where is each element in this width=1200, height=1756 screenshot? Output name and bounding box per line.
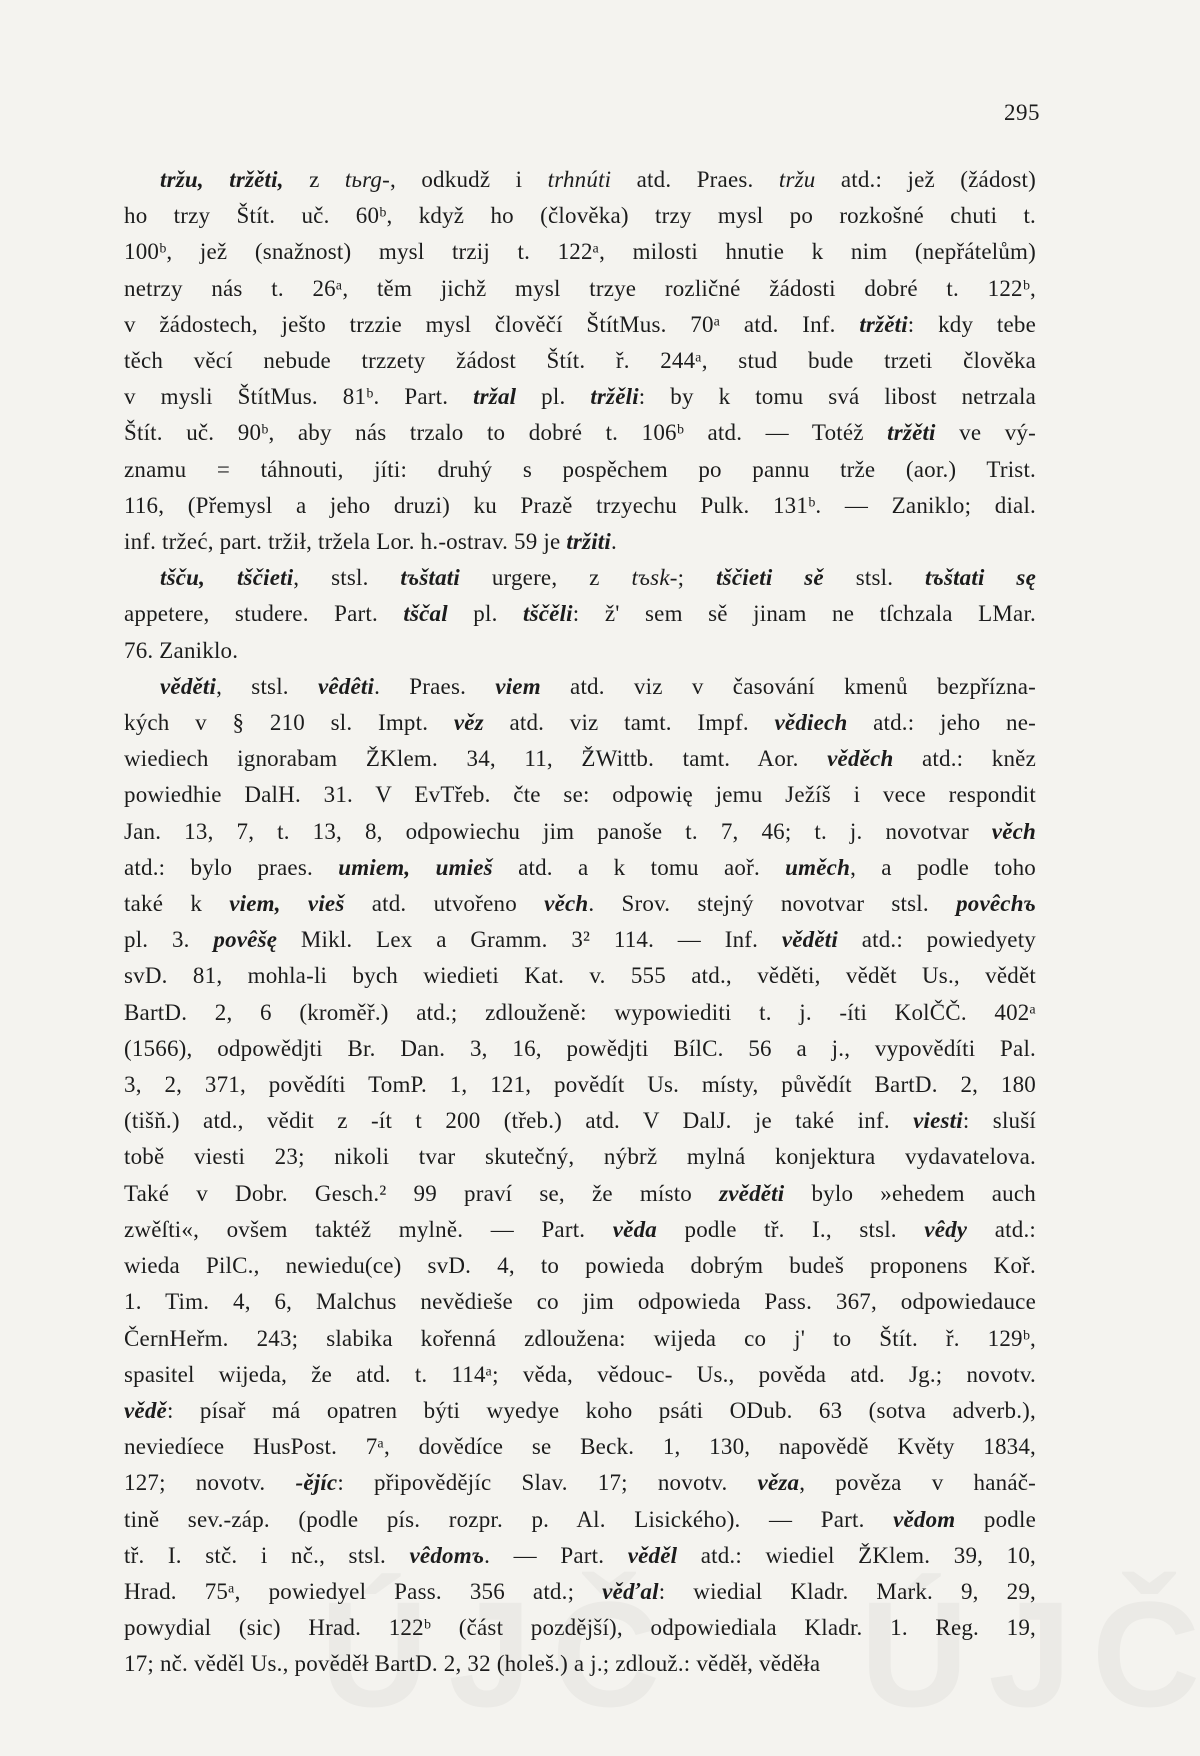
text-segment: bylo »ehedem auch (784, 1180, 1036, 1206)
headword: vêdy (924, 1216, 968, 1242)
text-segment: powiedhie DalH. 31. V EvTřeb. čte se: odpowię jemu Ježíš i vece respondit (124, 782, 1036, 808)
headword: vêdêti (317, 673, 375, 699)
headword: vêdomъ (409, 1542, 485, 1568)
text-segment: pl. (447, 601, 524, 627)
text-segment: urgere, z (459, 565, 632, 591)
text-segment: atd. viz v časování kmenů bezpřízna- (540, 673, 1036, 699)
text-line (124, 850, 1036, 886)
headword: věďal (602, 1578, 659, 1604)
text-segment: atd. a k tomu aoř. (492, 854, 786, 880)
headword: umiem, umieš (338, 854, 493, 880)
text-segment: (tišň.) atd., vědit z -ít t 200 (třeb.) atd. V DalJ. je také inf. (124, 1108, 914, 1134)
text-segment: 116, (Přemysl a jeho druzi) ku Prazě trzyechu Pulk. 131ᵇ. — Zaniklo; dial. (124, 492, 1036, 518)
text-segment: wiediech ignorabam ŽKlem. 34, 11, ŽWittb. tamt. Aor. (124, 746, 828, 772)
text-line (124, 705, 1036, 741)
headword: věděl (627, 1542, 678, 1568)
headword: věda (612, 1216, 657, 1242)
text-segment: Mikl. Lex a Gramm. 3² 114. — Inf. (277, 927, 782, 953)
text-line (124, 886, 1036, 922)
text-segment: tobě viesti 23; nikoli tvar skutečný, nýbrž mylná konjektura vydavatelova. (124, 1144, 1036, 1170)
headword: povêchъ (956, 891, 1036, 917)
watermark-text (860, 1570, 1200, 1738)
italic-form: tъsk- (631, 565, 678, 591)
text-line (124, 1176, 1036, 1212)
text-segment: . Praes. (374, 673, 496, 699)
text-segment: : sluší (962, 1108, 1036, 1134)
text-line (124, 271, 1036, 307)
headword: věděch (827, 746, 894, 772)
text-line (124, 488, 1036, 524)
text-segment: tině sev.-záp. (podle pís. rozpr. p. Al. Lisického). — Part. (124, 1506, 894, 1532)
italic-form: tьrg- (344, 167, 390, 192)
text-segment: atd.: powiedyety (837, 927, 1036, 953)
text-segment: v žádostech, ješto trzzie mysl člověčí ŠtítMus. 70ᵃ atd. Inf. (124, 311, 860, 337)
headword: povêšę (213, 927, 278, 953)
headword: viem (495, 673, 541, 699)
headword: vědom (893, 1506, 956, 1532)
text-segment: , stsl. (216, 673, 318, 699)
text-line (124, 1284, 1036, 1320)
text-line (124, 415, 1036, 451)
headword: tržu, tržěti, (160, 167, 284, 192)
text-segment: inf. tržeć, part. tržił, tržela Lor. h.-ostrav. 59 je (124, 529, 567, 555)
text-line (124, 524, 1036, 560)
text-segment: wieda PilC., newiedu(ce) svD. 4, to powieda dobrým budeš proponens Koř. (124, 1253, 1036, 1279)
text-segment: : kdy tebe (907, 311, 1036, 337)
text-line (124, 633, 1036, 669)
text-segment: atd.: wiediel ŽKlem. 39, 10, (677, 1542, 1036, 1568)
headword: vědiech (774, 710, 848, 736)
headword: viem, vieš (229, 891, 345, 917)
text-segment: ČernHeřm. 243; slabika kořenná zdloužena: wijeda co j' to Štít. ř. 129ᵇ, (124, 1325, 1036, 1351)
headword: tržiti (566, 529, 611, 555)
text-segment: pl. 3. (124, 927, 214, 953)
text-segment: : by k tomu svá libost netrzala (638, 384, 1036, 410)
text-segment: Štít. uč. 90ᵇ, aby nás trzalo to dobré t. 106ᵇ atd. — Totéž (124, 420, 888, 446)
text-segment: Hrad. 75ᵃ, powiedyel Pass. 356 atd.; (124, 1578, 603, 1604)
text-line (124, 1031, 1036, 1067)
italic-form: tržu (778, 167, 816, 192)
text-line (124, 669, 1036, 705)
text-line (124, 198, 1036, 234)
headword: tščieti sě (716, 565, 824, 591)
text-segment: neviedíece HusPost. 7ᵃ, dovědíce se Beck. 1, 130, napovědě Květy 1834, (124, 1434, 1036, 1460)
headword: uměch (785, 854, 851, 880)
text-line (124, 1067, 1036, 1103)
headword: věch (544, 891, 589, 917)
text-line (124, 307, 1036, 343)
text-segment: 76. Zaniklo. (124, 637, 239, 663)
text-line (124, 1357, 1036, 1393)
text-segment: 100ᵇ, jež (snažnost) mysl trzij t. 122ᵃ, milosti hnutie k nim (nepřátelům) (124, 239, 1036, 265)
text-segment: atd.: jež (žádost) (815, 167, 1036, 192)
text-line (124, 1139, 1036, 1175)
text-segment: netrzy nás t. 26ᵃ, těm jichž mysl trzye rozličné žádosti dobré t. 122ᵇ, (124, 275, 1036, 301)
text-segment: ; (677, 565, 717, 591)
text-segment: kých v § 210 sl. Impt. (124, 710, 454, 736)
text-segment: appetere, studere. Part. (124, 601, 404, 627)
text-segment: . Srov. stejný novotvar stsl. (588, 891, 957, 917)
text-line (124, 922, 1036, 958)
headword: věza (757, 1470, 800, 1496)
text-segment: tř. I. stč. i nč., stsl. (124, 1542, 410, 1568)
text-segment: také k (124, 891, 230, 917)
text-segment: 127; novotv. (124, 1470, 296, 1496)
text-line (124, 1502, 1036, 1538)
text-segment: Také v Dobr. Gesch.² 99 praví se, že místo (124, 1180, 720, 1206)
text-segment: atd.: (967, 1216, 1036, 1242)
text-segment: powydial (sic) Hrad. 122ᵇ (část pozdější), odpowiediala Kladr. 1. Reg. 19, (124, 1615, 1036, 1641)
text-segment: spasitel wijeda, že atd. t. 114ᵃ; věda, vědouc- Us., pověda atd. Jg.; novotv. (124, 1361, 1036, 1387)
page-number: 295 (1004, 100, 1040, 125)
text-segment: 3, 2, 371, povědíti TomP. 1, 121, povědít Us. místy, půvědít BartD. 2, 180 (124, 1072, 1036, 1098)
text-segment: , pověza v hanáč- (799, 1470, 1036, 1496)
text-segment: podle tř. I., stsl. (656, 1216, 925, 1242)
text-line (124, 234, 1036, 270)
text-segment: pl. (516, 384, 591, 410)
text-segment: znamu = táhnouti, jíti: druhý s pospěchem po pannu trže (aor.) Trist. (124, 456, 1036, 482)
text-line (124, 1103, 1036, 1139)
text-segment: 1. Tim. 4, 6, Malchus nevědieše co jim odpowieda Pass. 367, odpowiedauce (124, 1289, 1036, 1315)
text-segment: těch věcí nebude trzzety žádost Štít. ř. 244ᵃ, stud bude trzeti člověka (124, 348, 1036, 374)
text-segment: v mysli ŠtítMus. 81ᵇ. Part. (124, 384, 474, 410)
text-segment: : wiedial Kladr. Mark. 9, 29, (658, 1578, 1036, 1604)
text-segment: ho trzy Štít. uč. 60ᵇ, když ho (člověka) trzy mysl po rozkošné chuti t. (124, 203, 1036, 229)
text-line (124, 1429, 1036, 1465)
text-segment: (1566), odpowědjti Br. Dan. 3, 16, powědjti BílC. 56 a j., vypovědíti Pal. (124, 1035, 1036, 1061)
headword: věz (453, 710, 484, 736)
text-segment: : písař má opatren býti wyedye koho psáti ODub. 63 (sotva adverb.), (166, 1397, 1036, 1423)
text-line (124, 958, 1036, 994)
text-segment: BartD. 2, 6 (kroměř.) atd.; zdlouženě: wypowiediti t. j. -íti KolČČ. 402ᵃ (124, 999, 1036, 1025)
dictionary-body-text (124, 162, 1036, 1683)
text-line (124, 162, 1036, 198)
headword: věděti (160, 673, 217, 699)
text-line (124, 995, 1036, 1031)
text-line (124, 1321, 1036, 1357)
text-segment: 17; nč. věděl Us., pověděł BartD. 2, 32 (holeš.) a j.; zdlouž.: věděł, věděła (124, 1651, 821, 1677)
headword: tržěli (590, 384, 639, 410)
headword: věch (991, 818, 1036, 844)
headword: tšču, tščieti (160, 565, 294, 591)
headword: tščěli (523, 601, 573, 627)
headword: tščal (403, 601, 448, 627)
text-segment: ve vý- (935, 420, 1036, 446)
headword: tъštati sę (925, 565, 1036, 591)
headword: tržal (473, 384, 517, 410)
text-segment: , stsl. (293, 565, 401, 591)
headword: viesti (913, 1108, 963, 1134)
text-line (124, 452, 1036, 488)
headword: -ějíc (295, 1470, 338, 1496)
text-segment: . (610, 529, 617, 555)
text-segment: svD. 81, mohla-li bych wiedieti Kat. v. 555 atd., věděti, vědět Us., vědět (124, 963, 1036, 989)
headword: zvěděti (719, 1180, 785, 1206)
headword: vědě (124, 1397, 167, 1423)
text-segment: atd. viz tamt. Impf. (483, 710, 775, 736)
text-line (124, 1393, 1036, 1429)
headword: věděti (781, 927, 838, 953)
text-segment: podle (955, 1506, 1036, 1532)
text-segment: z (283, 167, 345, 192)
text-segment: atd.: bylo praes. (124, 854, 339, 880)
text-segment: , odkudž i (390, 167, 548, 192)
watermark (320, 1568, 1200, 1741)
headword: tъštati (400, 565, 460, 591)
text-segment: atd. Praes. (611, 167, 779, 192)
text-line (124, 596, 1036, 632)
text-line (124, 379, 1036, 415)
text-segment: : ž' sem sě jinam ne tſchzala LMar. (572, 601, 1036, 627)
text-line (124, 741, 1036, 777)
italic-form: trhnúti (547, 167, 612, 192)
text-segment: . — Part. (484, 1542, 628, 1568)
headword: tržěti (887, 420, 936, 446)
text-segment: atd. utvořeno (344, 891, 545, 917)
text-line (124, 1212, 1036, 1248)
headword: tržěti (859, 311, 908, 337)
text-line (124, 777, 1036, 813)
text-segment: atd.: kněz (893, 746, 1036, 772)
text-segment: : připovědějíc Slav. 17; novotv. (337, 1470, 758, 1496)
text-segment: atd.: jeho ne- (847, 710, 1036, 736)
watermark-text (320, 1570, 680, 1738)
text-segment: stsl. (823, 565, 926, 591)
text-line (124, 814, 1036, 850)
text-line (124, 343, 1036, 379)
text-segment: , a podle toho (850, 854, 1036, 880)
text-segment: zwěſti«, ovšem taktéž mylně. — Part. (124, 1216, 613, 1242)
text-line (124, 1465, 1036, 1501)
text-segment: Jan. 13, 7, t. 13, 8, odpowiechu jim panoše t. 7, 46; t. j. novotvar (124, 818, 992, 844)
text-line (124, 560, 1036, 596)
text-line (124, 1248, 1036, 1284)
